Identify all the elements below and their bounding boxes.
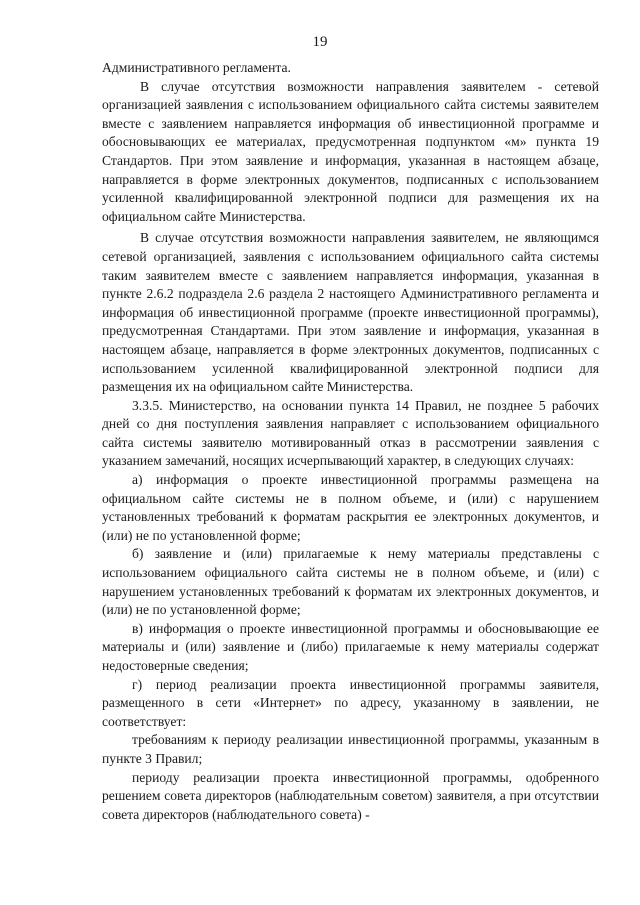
paragraph-continuation: Административного регламента.: [102, 60, 291, 75]
paragraph-non-network-org-case: В случае отсутствия возможности направления заявителем, не являющимся сетевой организацией, заявления с использованием официального сайта системы таким заявителем вместе с заявлением направляется информация, указанная в пункте 2.6.2 подраздела 2.6 раздела 2 настоящего Административного регламента и информация об инвестиционной программе (проекте инвестиционной программы), предусмотренная Стандартами. При этом заявление и информация, указанная в настоящем абзаце, направляется в форме электронных документов, подписанных с использованием усиленной квалифицированной электронной подписи для размещения их на официальном сайте Министерства.: [102, 230, 599, 395]
list-item-g: г) период реализации проекта инвестиционной программы заявителя, размещенного в сети «Интернет» по адресу, указанному в заявлении, не соответствует:: [102, 676, 599, 729]
paragraph-network-org-case: В случае отсутствия возможности направления заявителем - сетевой организацией заявления с использованием официального сайта системы заявителем вместе с заявлением направляется информация об инвестиционной программе и обосновывающих ее материалах, предусмотренная подпунктом «м» пункта 19 Стандартов. При этом заявление и информация, указанная в настоящем абзаце, направляется в форме электронных документов, подписанных с использованием усиленной квалифицированной электронной подписи для размещения их на официальном сайте Министерства.: [102, 78, 599, 224]
document-body: [102, 59, 599, 824]
paragraph-3-3-5: 3.3.5. Министерство, на основании пункта 14 Правил, не позднее 5 рабочих дней со дня поступления заявления направляет с использованием официального сайта системы заявителю мотивированный отказ в рассмотрении заявления с указанием замечаний, носящих исчерпывающий характер, в следующих случаях:: [102, 397, 599, 469]
sub-item-period: периоду реализации проекта инвестиционной программы, одобренного решением совета директоров (наблюдательным советом) заявителя, а при отсутствии совета директоров (наблюдательного совета) -: [102, 769, 599, 822]
list-item-v: в) информация о проекте инвестиционной программы и обосновывающие ее материалы и (или) заявление и (либо) прилагаемые к нему материалы содержат недостоверные сведения;: [102, 620, 599, 673]
list-item-b: б) заявление и (или) прилагаемые к нему материалы представлены с использованием официального сайта системы не в полном объеме, и (или) с нарушением установленных требований к форматам их электронных документов, и (или) не по установленной форме;: [102, 546, 599, 618]
sub-item-requirements: требованиям к периоду реализации инвестиционной программы, указанным в пункте 3 Правил;: [102, 732, 599, 766]
page-number: 19: [312, 34, 328, 50]
list-item-a: а) информация о проекте инвестиционной программы размещена на официальном сайте системы не в полном объеме, и (или) с нарушением установленных требований к форматам раскрытия ее электронных документов, и (или) не по установленной форме;: [102, 472, 599, 543]
